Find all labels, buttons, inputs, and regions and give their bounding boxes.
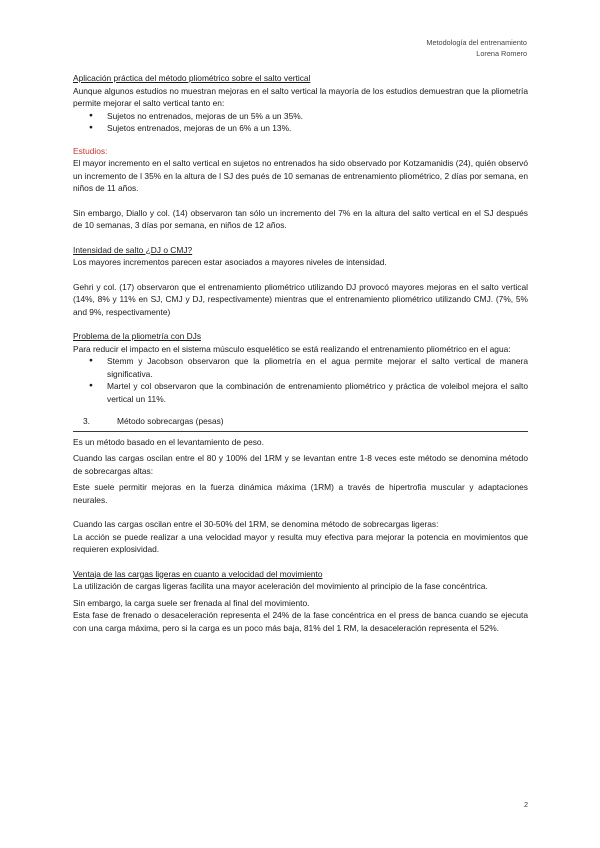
heading-problema: Problema de la pliometría con DJs <box>73 331 202 341</box>
bullet-item: ● Martel y col observaron que la combinación de entrenamiento pliométrico y práctica de voleibol mejora el salto vertical un 11%. <box>89 380 528 405</box>
paragraph-potencia: La acción se puede realizar a una velocidad mayor y resulta muy efectiva para mejorar la potencia en movimientos que requieren explosividad. <box>73 531 528 554</box>
paragraph-problema: Para reducir el impacto en el sistema músculo esquelético se está realizando el entrenamiento pliométrico en el agua: <box>73 343 511 354</box>
paragraph-diallo: Sin embargo, Diallo y col. (14) observaron tan sólo un incremento del 7% en la altura del salto vertical en el SJ después de 10 semanas, 3 días por semana, en niños de 12 años. <box>73 207 528 230</box>
bullet-list-mejoras <box>73 110 528 135</box>
heading-estudios: Estudios: <box>73 145 108 156</box>
paragraph-cargas-altas: Cuando las cargas oscilan entre el 80 y 100% del 1RM y se levantan entre 1-8 veces este método se denomina método de sobrecargas altas: <box>73 453 528 476</box>
page-header <box>426 37 527 59</box>
bullet-item: ● Sujetos entrenados, mejoras de un 6% a un 13%. <box>89 122 528 135</box>
document-body <box>73 72 528 634</box>
section-divider <box>73 431 528 432</box>
paragraph-intro: Aunque algunos estudios no muestran mejoras en el salto vertical la mayoría de los estudios demuestran que la pliometría permite mejorar el salto vertical tanto en: <box>73 85 528 108</box>
paragraph-desaceleracion: Esta fase de frenado o desaceleración representa el 24% de la fase concéntrica en el press de banca cuando se ejecuta con una carga máxima, pero si la carga es un poco más baja, 81% del 1 RM, la desaceleración representa el 52%. <box>73 610 528 633</box>
paragraph-gehri: Gehri y col. (17) observaron que el entrenamiento pliométrico utilizando DJ provocó mayores mejoras en el salto vertical (14%, 8% y 11% en SJ, CMJ y DJ, respectivamente) mientras que el entrenamiento pliométrico utilizando CMJ. (7%, 5% and 9%, respectivamente) <box>73 281 528 317</box>
section-number: 3. <box>83 416 90 426</box>
bullet-list-agua <box>73 355 528 405</box>
heading-intensidad: Intensidad de salto ¿DJ o CMJ? <box>73 244 193 255</box>
paragraph-definicion: Es un método basado en el levantamiento de peso. <box>73 436 264 447</box>
header-author: Lorena Romero <box>476 49 527 58</box>
heading-aplicacion-practica: Aplicación práctica del método pliométrico sobre el salto vertical <box>73 73 311 83</box>
bullet-item: ● Sujetos no entrenados, mejoras de un 5% a un 35%. <box>89 110 528 123</box>
header-course-title: Metodología del entrenamiento <box>426 38 527 47</box>
bullet-item: ● Stemm y Jacobson observaron que la pliometría en el agua permite mejorar el salto vertical de manera significativa. <box>89 355 528 380</box>
paragraph-aceleracion: La utilización de cargas ligeras facilita una mayor aceleración del movimiento al principio de la fase concéntrica. <box>73 581 488 591</box>
paragraph-cargas-ligeras: Cuando las cargas oscilan entre el 30-50% del 1RM, se denomina método de sobrecargas ligeras: <box>73 519 439 529</box>
section-heading-3 <box>73 415 528 428</box>
page-number: 2 <box>523 800 528 809</box>
paragraph-kotzamanidis: El mayor incremento en el salto vertical en sujetos no entrenados ha sido observado por Kotzamanidis (24), quién observó un incremento de l 35% en la altura de l SJ des pués de 10 semanas de entrenamiento pliométrico, 2 días por semana, en niños de 11 años. <box>73 158 528 193</box>
paragraph-intensidad: Los mayores incrementos parecen estar asociados a mayores niveles de intensidad. <box>73 257 387 267</box>
paragraph-mejoras-fuerza: Este suele permitir mejoras en la fuerza dinámica máxima (1RM) a través de hipertrofia muscular y adaptaciones neurales. <box>73 482 528 505</box>
heading-ventaja: Ventaja de las cargas ligeras en cuanto a velocidad del movimiento <box>73 568 323 579</box>
section-title: Método sobrecargas (pesas) <box>117 416 224 426</box>
paragraph-frenado: Sin embargo, la carga suele ser frenada al final del movimiento. <box>73 597 310 608</box>
